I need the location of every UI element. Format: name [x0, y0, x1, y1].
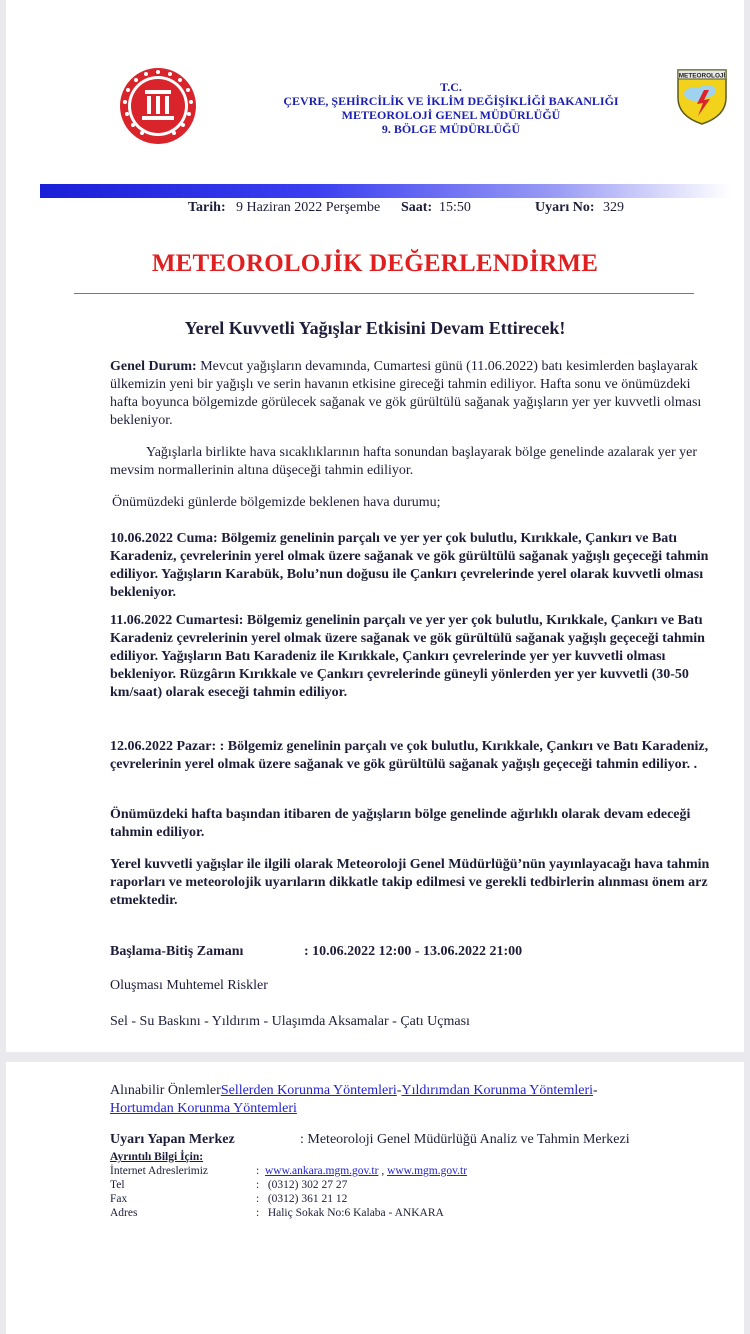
address-value: : Haliç Sokak No:6 Kalaba - ANKARA — [256, 1207, 444, 1219]
warning-number-value: 329 — [603, 200, 624, 215]
internet-addresses — [256, 1164, 467, 1178]
next-week-paragraph: Önümüzdeki hafta başından itibaren de yağışların bölge genelinde ağırlıklı olarak devam edeceği tahmin ediliyor. — [110, 807, 691, 840]
forecast-day-friday: 10.06.2022 Cuma: Bölgemiz genelinin parçalı ve yer yer çok bulutlu, Kırıkkale, Çankırı ve Batı Karadeniz, çevrelerinin yerel olmak üzere sağanak ve gök gürültülü sağanak yağışlı geçeceği tahmin ediliyor. Yağışların Karabük, Bolu’nun doğusu ile Çankırı çevrelerinde yerel olarak kuvvetli olması bekleniyor. — [110, 531, 709, 600]
header-gradient-bar — [40, 184, 730, 198]
forecast-day-sunday: 12.06.2022 Pazar: : Bölgemiz genelinin parçalı ve çok bulutlu, Kırıkkale, Çankırı ve Batı Karadeniz, çevrelerinin yerel olmak üzere sağanak ve gök gürültülü sağanak yağışlı geçeceği tahmin ediliyor. . — [110, 739, 709, 772]
warning-number-label: Uyarı No: — [535, 200, 595, 215]
tel-value: : (0312) 302 27 27 — [256, 1179, 348, 1191]
bulletin-subtitle: Yerel Kuvvetli Yağışlar Etkisini Devam Ettirecek! — [184, 318, 566, 338]
warning-center-label: Uyarı Yapan Merkez — [110, 1132, 235, 1147]
internet-separator: : — [256, 1165, 260, 1177]
tornado-protection-link[interactable]: Hortumdan Korunma Yöntemleri — [110, 1101, 297, 1116]
general-situation-label: Genel Durum: — [110, 359, 197, 374]
timing-value: : 10.06.2022 12:00 - 13.06.2022 21:00 — [304, 944, 523, 959]
risks-label: Oluşması Muhtemel Riskler — [110, 978, 268, 993]
precautions-line — [110, 1082, 650, 1118]
header-line-ministry: ÇEVRE, ŞEHİRCİLİK VE İKLİM DEĞİŞİKLİĞİ BAKANLIĞI — [283, 94, 619, 108]
bulletin-page — [6, 0, 744, 1052]
header-line-tc: T.C. — [440, 80, 462, 94]
meteorology-logo-icon — [674, 66, 730, 126]
internet-comma: , — [378, 1165, 388, 1177]
precautions-label: Alınabilir Önlemler — [110, 1083, 221, 1098]
forecast-intro: Önümüzdeki günlerde bölgemizde beklenen hava durumu; — [112, 495, 441, 510]
lightning-protection-link[interactable]: Yıldırımdan Korunma Yöntemleri — [401, 1083, 594, 1098]
flood-protection-link[interactable]: Sellerden Korunma Yöntemleri — [220, 1083, 397, 1098]
warning-center-value: : Meteoroloji Genel Müdürlüğü Analiz ve Tahmin Merkezi — [300, 1132, 630, 1147]
footer-page — [6, 1062, 744, 1334]
risks-value: Sel - Su Baskını - Yıldırım - Ulaşımda Aksamalar - Çatı Uçması — [110, 1014, 470, 1029]
ministry-logo-icon — [118, 66, 198, 146]
page-title: METEOROLOJİK DEĞERLENDİRME — [151, 250, 599, 277]
link-separator-1: - — [396, 1083, 402, 1098]
mgm-link[interactable]: www.mgm.gov.tr — [387, 1165, 468, 1177]
tel-label: Tel — [110, 1179, 125, 1191]
general-situation-paragraph — [110, 358, 720, 430]
fax-value: : (0312) 361 21 12 — [256, 1193, 348, 1205]
header-line-directorate: METEOROLOJİ GENEL MÜDÜRLÜĞÜ — [341, 108, 561, 122]
advice-paragraph: Yerel kuvvetli yağışlar ile ilgili olarak Meteoroloji Genel Müdürlüğü’nün yayınlayacağı hava tahmin raporları ve meteorolojik uyarıların dikkatle takip edilmesi ve gerekli tedbirlerin alınması önem arz etmektedir. — [110, 857, 710, 908]
ankara-mgm-link[interactable]: www.ankara.mgm.gov.tr — [264, 1165, 379, 1177]
link-separator-2: - — [593, 1083, 598, 1098]
header-line-region: 9. BÖLGE MÜDÜRLÜĞÜ — [381, 122, 521, 136]
ministry-header — [206, 80, 696, 136]
general-situation-text: Mevcut yağışların devamında, Cumartesi günü (11.06.2022) batı kesimlerden başlayarak ülkemizin yeni bir yağışlı ve serin havanın etkisine gireceği tahmin ediliyor. Hafta sonu ve önümüzdeki hafta boyunca bölgemizde görülecek sağanak ve gök gürültülü sağanak yağışların yer yer kuvvetli olması bekleniyor. — [110, 359, 702, 428]
meteorology-logo-text: METEOROLOJİ — [678, 72, 726, 80]
temperature-paragraph: Yağışlarla birlikte hava sıcaklıklarının hafta sonundan başlayarak bölge genelinde azalarak yer yer mevsim normallerinin altına düşeceği tahmin ediliyor. — [110, 445, 697, 478]
fax-label: Fax — [110, 1193, 128, 1205]
detail-info-label: Ayrıntılı Bilgi İçin: — [110, 1151, 204, 1163]
date-label: Tarih: — [188, 200, 226, 215]
forecast-day-saturday: 11.06.2022 Cumartesi: Bölgemiz genelinin parçalı ve yer yer çok bulutlu, Kırıkkale, Çankırı ve Batı Karadeniz çevrelerinin yerel olmak üzere sağanak ve gök gürültülü sağanak yağışlı geçeceği tahmin ediliyor. Yağışların Batı Karadeniz ile Kırıkkale, Çankırı çevrelerinde yer yer kuvvetli olması bekleniyor. Rüzgârın Kırıkkale ve Çankırı çevrelerinde güneyli yönlerden yer yer kuvvetli (30-50 km/saat) olarak eseceği tahmin ediliyor. — [110, 613, 705, 700]
address-label: Adres — [110, 1207, 138, 1219]
title-divider — [74, 293, 694, 294]
internet-label: İnternet Adreslerimiz — [110, 1165, 209, 1177]
timing-label: Başlama-Bitiş Zamanı — [110, 944, 244, 959]
date-value: 9 Haziran 2022 Perşembe — [236, 200, 381, 215]
time-label: Saat: — [401, 200, 433, 215]
time-value: 15:50 — [439, 200, 471, 215]
